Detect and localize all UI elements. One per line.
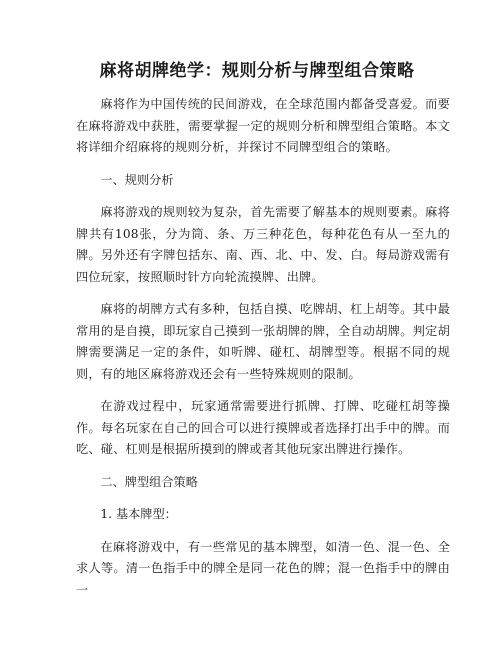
rules-paragraph-2: 麻将的胡牌方式有多种，包括自摸、吃牌胡、杠上胡等。其中最常用的是自摸，即玩家自己摸到一张胡牌的牌，全自动胡牌。判定胡牌需要满足一定的条件，如听牌、碰杠、胡牌型等。根据不同的规则，有的地区麻将游戏还会有一些特殊规则的限制。 [76,302,450,381]
strategy-paragraph-1: 在麻将游戏中，有一些常见的基本牌型，如清一色、混一色、全求人等。清一色指手中的牌全是同一花色的牌；混一色指手中的牌由一 [76,539,450,597]
section-heading-strategy: 二、牌型组合策略 [100,474,198,489]
subheading-basic-patterns: 1. 基本牌型： [100,507,177,521]
section-heading-rules: 一、规则分析 [100,172,174,187]
rules-paragraph-3: 在游戏过程中，玩家通常需要进行抓牌、打牌、吃碰杠胡等操作。每名玩家在自己的回合可以进行摸牌或者选择打出手中的牌。而吃、碰、杠则是根据所摸到的牌或者其他玩家出牌进行操作。 [76,399,450,456]
intro-paragraph: 麻将作为中国传统的民间游戏，在全球范围内都备受喜爱。而要在麻将游戏中获胜，需要掌握一定的规则分析和牌型组合策略。本文将详细介绍麻将的规则分析，并探讨不同牌型组合的策略。 [76,97,450,154]
rules-paragraph-1: 麻将游戏的规则较为复杂，首先需要了解基本的规则要素。麻将牌共有108张，分为筒、条、万三种花色，每种花色有从一至九的牌。另外还有字牌包括东、南、西、北、中、发、白。每局游戏需有四位玩家，按照顺时针方向轮流摸牌、出牌。 [76,205,450,284]
document-title: 麻将胡牌绝学：规则分析与牌型组合策略 [99,61,415,81]
